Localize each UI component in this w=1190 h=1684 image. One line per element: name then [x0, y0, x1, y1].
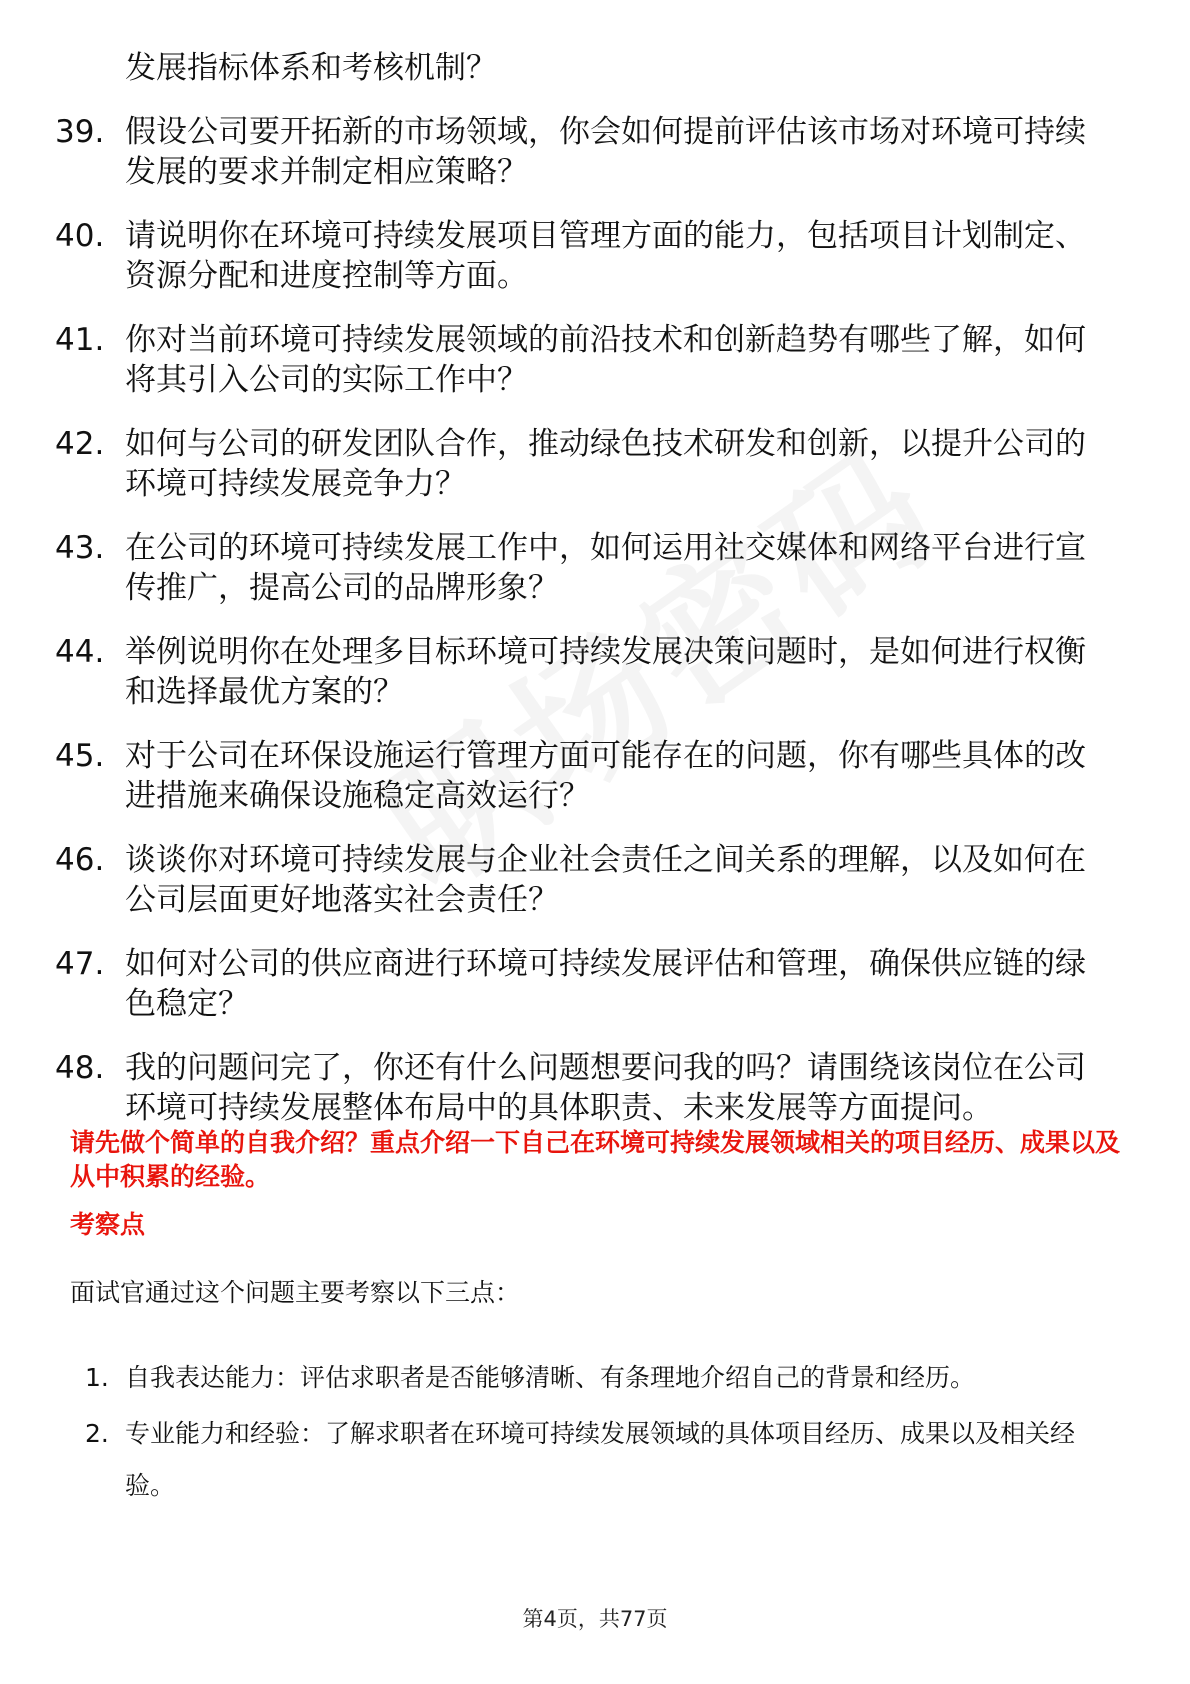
question-text: 谈谈你对环境可持续发展与企业社会责任之间关系的理解，以及如何在公司层面更好地落实社会责任？ [125, 842, 1086, 918]
question-text: 举例说明你在处理多目标环境可持续发展决策问题时，是如何进行权衡和选择最优方案的？ [125, 634, 1086, 710]
page-footer: 第4页，共77页 [522, 1607, 668, 1631]
point-number: 2. [85, 1419, 109, 1448]
point-text: 专业能力和经验：了解求职者在环境可持续发展领域的具体项目经历、成果以及相关经验。 [125, 1419, 1076, 1500]
question-text: 请说明你在环境可持续发展项目管理方面的能力，包括项目计划制定、资源分配和进度控制等方面。 [125, 218, 1086, 294]
question-number: 42. [55, 426, 105, 462]
question-text: 如何对公司的供应商进行环境可持续发展评估和管理，确保供应链的绿色稳定？ [125, 946, 1086, 1022]
question-item [55, 320, 1115, 400]
question-number: 40. [55, 218, 105, 254]
highlight-question: 请先做个简单的自我介绍？重点介绍一下自己在环境可持续发展领域相关的项目经历、成果以及从中积累的经验。 [70, 1128, 1121, 1191]
question-number: 39. [55, 114, 105, 150]
question-text: 如何与公司的研发团队合作，推动绿色技术研发和创新，以提升公司的环境可持续发展竞争力？ [125, 426, 1086, 502]
question-number: 43. [55, 530, 105, 566]
section-heading: 考察点 [70, 1210, 146, 1239]
question-number: 47. [55, 946, 105, 982]
question-text: 你对当前环境可持续发展领域的前沿技术和创新趋势有哪些了解，如何将其引入公司的实际工作中？ [125, 322, 1086, 398]
question-number: 45. [55, 738, 105, 774]
question-item [55, 112, 1115, 192]
point-text: 自我表达能力：评估求职者是否能够清晰、有条理地介绍自己的背景和经历。 [125, 1363, 976, 1392]
question-number: 48. [55, 1050, 105, 1086]
question-item [55, 528, 1115, 608]
question-number: 46. [55, 842, 105, 878]
question-item [55, 840, 1115, 920]
question-item [55, 1048, 1115, 1128]
question-item [55, 216, 1115, 296]
question-item [55, 424, 1115, 504]
assessment-point [85, 1408, 1120, 1512]
continued-question-text: 发展指标体系和考核机制？ [125, 50, 497, 86]
question-number: 44. [55, 634, 105, 670]
point-number: 1. [85, 1363, 109, 1392]
question-item [55, 944, 1115, 1024]
assessment-point-list [85, 1352, 1120, 1516]
question-text: 在公司的环境可持续发展工作中，如何运用社交媒体和网络平台进行宣传推广，提高公司的品牌形象？ [125, 530, 1086, 606]
assessment-point [85, 1352, 1120, 1404]
question-text: 假设公司要开拓新的市场领域，你会如何提前评估该市场对环境可持续发展的要求并制定相应策略？ [125, 114, 1086, 190]
question-number: 41. [55, 322, 105, 358]
question-text: 对于公司在环保设施运行管理方面可能存在的问题，你有哪些具体的改进措施来确保设施稳定高效运行？ [125, 738, 1086, 814]
question-item [55, 632, 1115, 712]
question-item [55, 736, 1115, 816]
question-list [55, 112, 1115, 1152]
intro-paragraph: 面试官通过这个问题主要考察以下三点： [70, 1278, 521, 1307]
question-text: 我的问题问完了，你还有什么问题想要问我的吗？请围绕该岗位在公司环境可持续发展整体布局中的具体职责、未来发展等方面提问。 [125, 1050, 1086, 1126]
